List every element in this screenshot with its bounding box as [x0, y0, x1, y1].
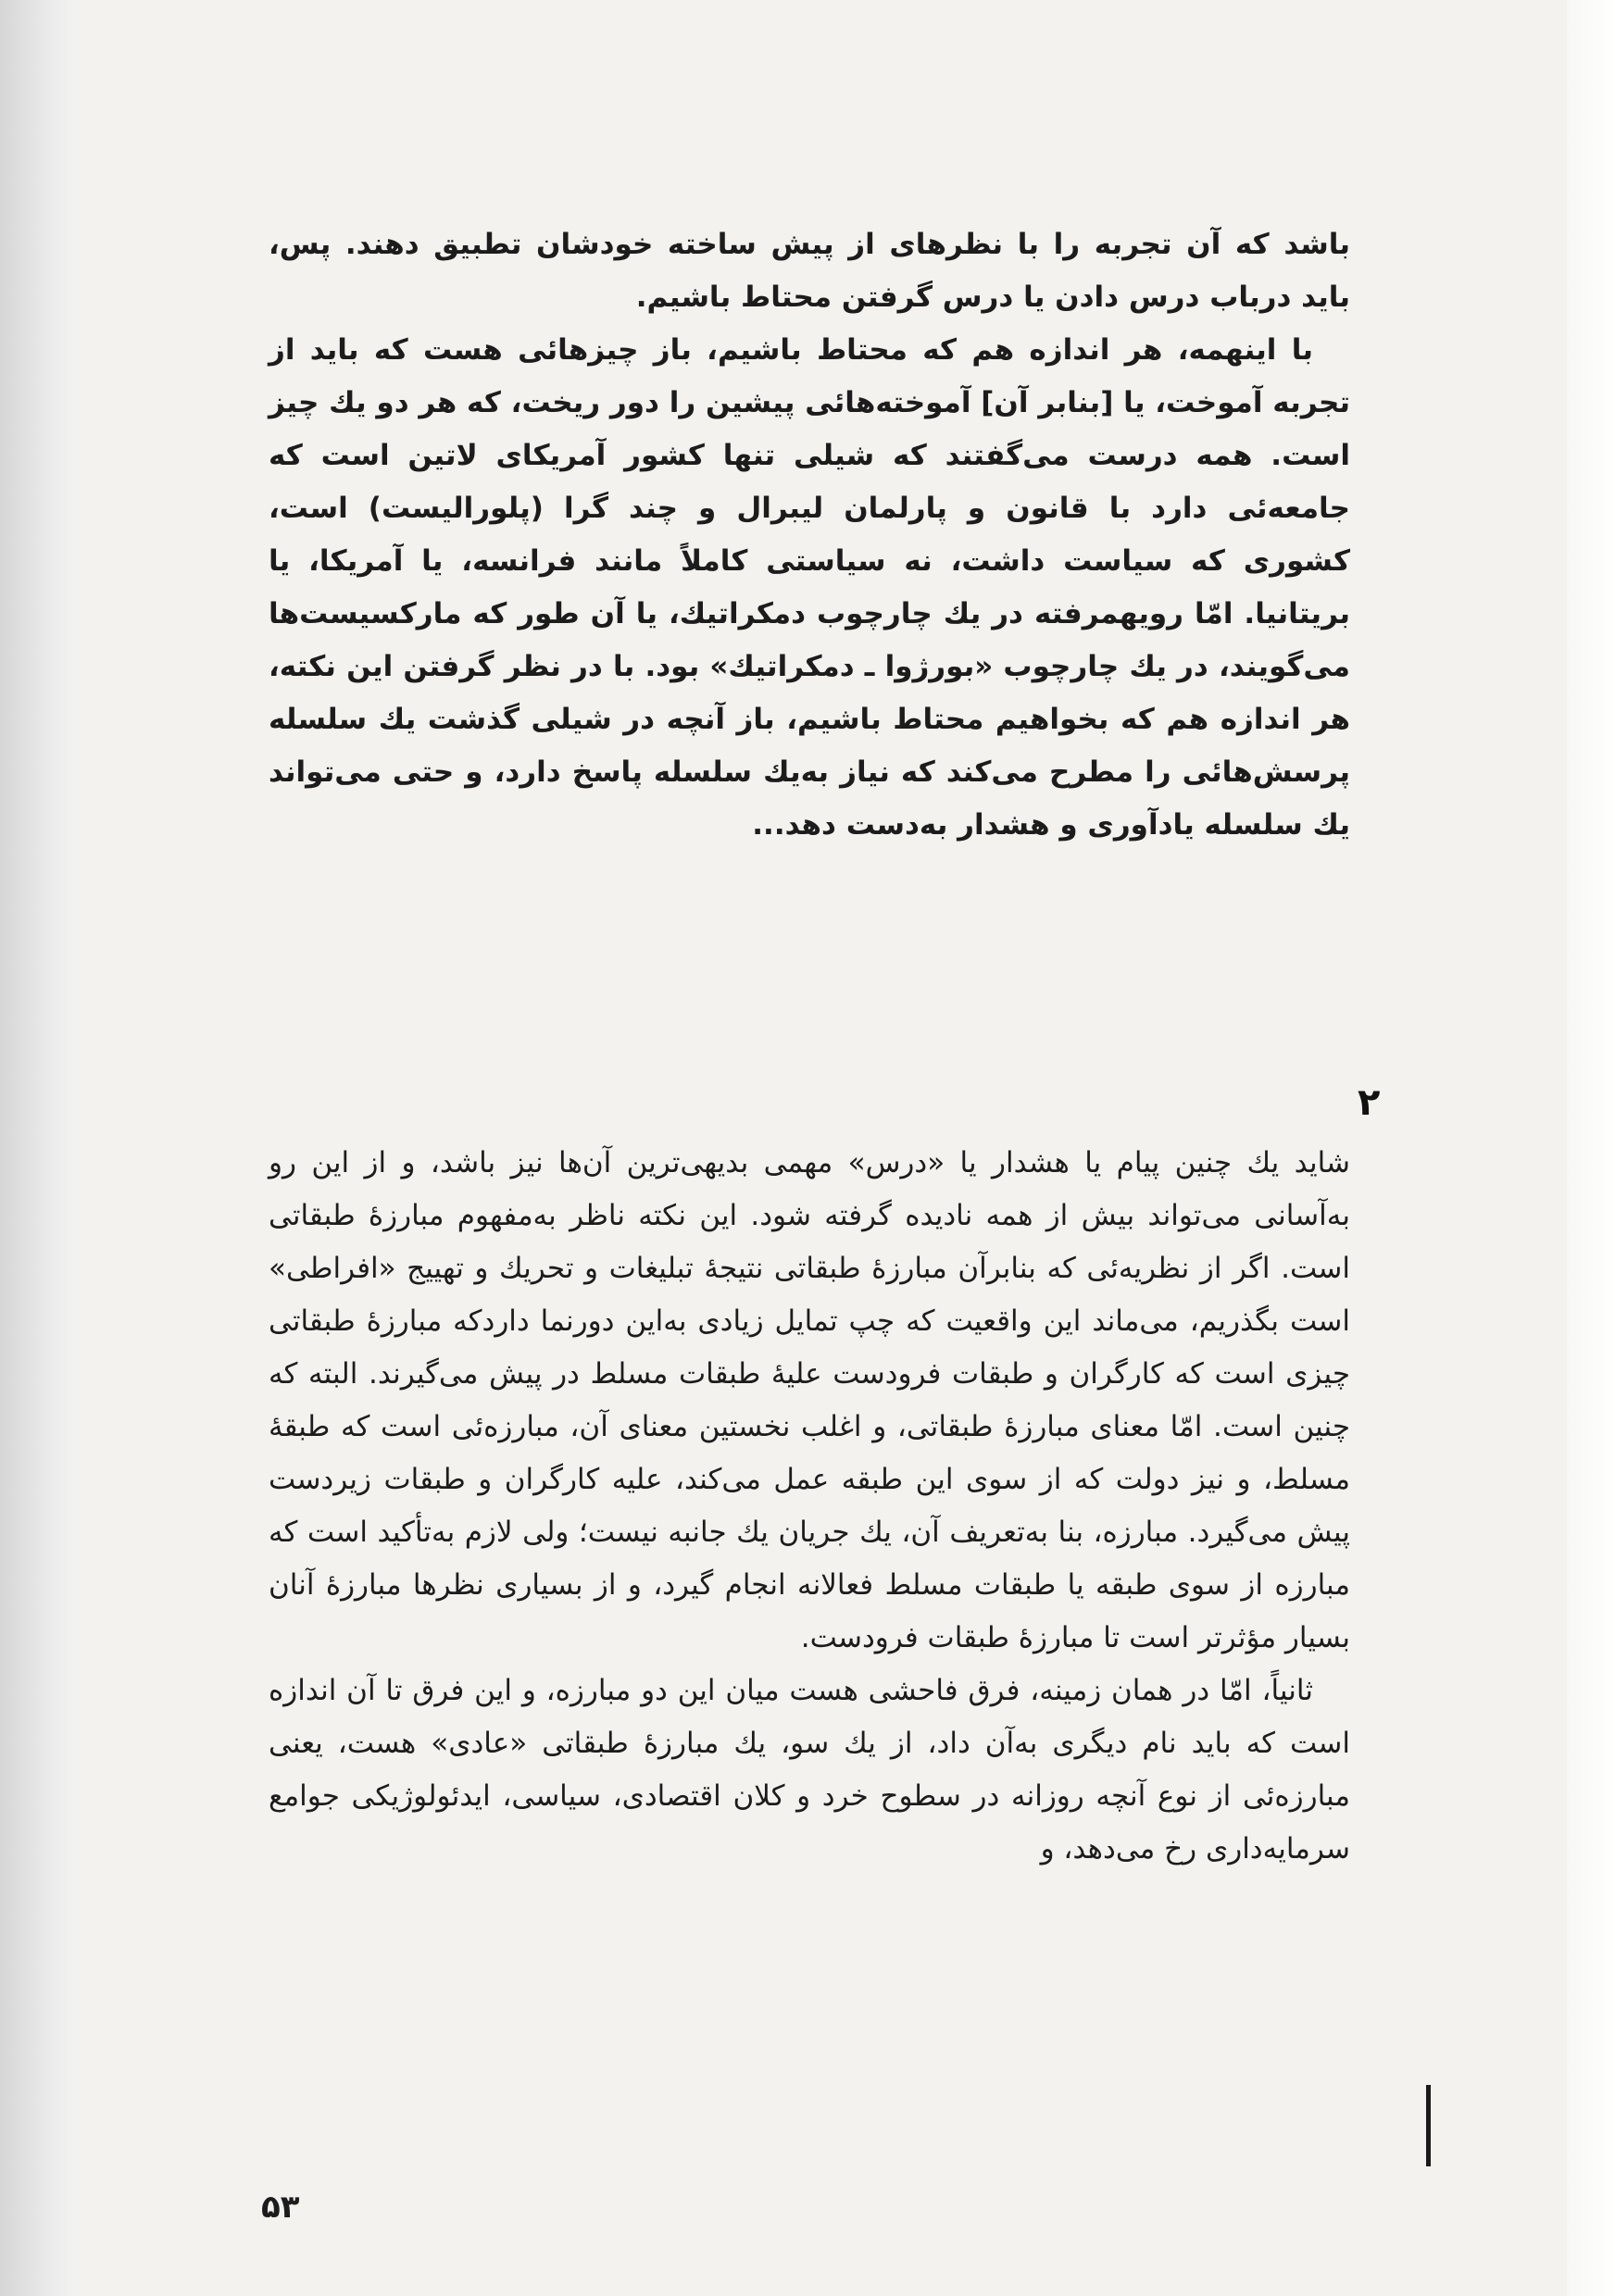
section-number: ۲ [1358, 1081, 1381, 1124]
paragraph-class-struggle: شاید یك چنین پیام یا هشدار یا «درس» مهمی بدیهی‌ترین آن‌ها نیز باشد، و از این رو به‌آسانی می‌تواند بیش از همه نادیده گرفته شود. این نکته ناظر به‌مفهوم مبارزهٔ طبقاتی است. اگر از نظریه‌ئی که بنابرآن مبارزهٔ طبقاتی نتیجهٔ تبلیغات و تحریك و تهییج «افراطی» است بگذریم، می‌ماند این واقعیت که چپ تمایل زیادی به‌این دورنما داردکه مبارزهٔ طبقاتی چیزی است که کارگران و طبقات فرودست علیهٔ طبقات مسلط در پیش می‌گیرند. البته که چنین است. امّا معنای مبارزهٔ طبقاتی، و اغلب نخستین معنای آن، مبارزه‌ئی است که طبقهٔ مسلط، و نیز دولت که از سوی این طبقه عمل می‌کند، علیه کارگران و طبقات زیردست پیش می‌گیرد. مبارزه، بنا به‌تعریف آن، یك جریان یك جانبه نیست؛ ولی لازم به‌تأکید است که مبارزه از سوی طبقه یا طبقات مسلط فعالانه انجام گیرد، و از بسیاری نظرها مبارزهٔ آنان بسیار مؤثرتر است تا مبارزهٔ طبقات فرودست. [269, 1146, 1350, 1654]
margin-line-mark [1426, 2085, 1431, 2166]
scan-shadow-left [0, 0, 89, 2296]
text-block-top [269, 218, 1350, 852]
scan-edge-right [1567, 0, 1615, 2296]
paragraph-secondly: ثانیاً، امّا در همان زمینه، فرق فاحشی هست میان این دو مبارزه، و این فرق تا آن اندازه است که باید نام دیگری به‌آن داد، از یك سو، یك مبارزهٔ طبقاتی «عادی» هست، یعنی مبارزه‌ئی از نوع آنچه روزانه در سطوح خرد و کلان اقتصادی، سیاسی، ایدئولوژیکی جوامع سرمایه‌داری رخ می‌دهد، و [269, 1674, 1350, 1866]
paragraph-continuation: باشد که آن تجربه را با نظرهای از پیش ساخته خودشان تطبیق دهند. پس، باید درباب درس دادن یا درس گرفتن محتاط باشیم. [269, 228, 1350, 314]
page-number: ۵۳ [261, 2189, 300, 2226]
text-block-section [269, 1137, 1350, 1876]
paragraph-chile: با اینهمه، هر اندازه هم که محتاط باشیم، باز چیزهائی هست که باید از تجربه آموخت، یا [بنابر آن] آموخته‌هائی پیشین را دور ریخت، که هر دو یك چیز است. همه درست می‌گفتند که شیلی تنها کشور آمریکای لاتین است که جامعه‌ئی دارد با قانون و پارلمان لیبرال و چند گرا (پلورالیست) است، کشوری که سیاست داشت، نه سیاستی کاملاً مانند فرانسه، یا آمریکا، یا بریتانیا. امّا رویهمرفته در یك چارچوب دمکراتیك، یا آن طور که مارکسیست‌ها می‌گویند، در یك چارچوب «بورژوا ـ دمکراتیك» بود. با در نظر گرفتن این نکته، هر اندازه هم که بخواهیم محتاط باشیم، باز آنچه در شیلی گذشت یك سلسله پرسش‌هائی را مطرح می‌کند که نیاز به‌یك سلسله پاسخ دارد، و حتی می‌تواند یك سلسله یادآوری و هشدار به‌دست دهد... [269, 333, 1350, 842]
